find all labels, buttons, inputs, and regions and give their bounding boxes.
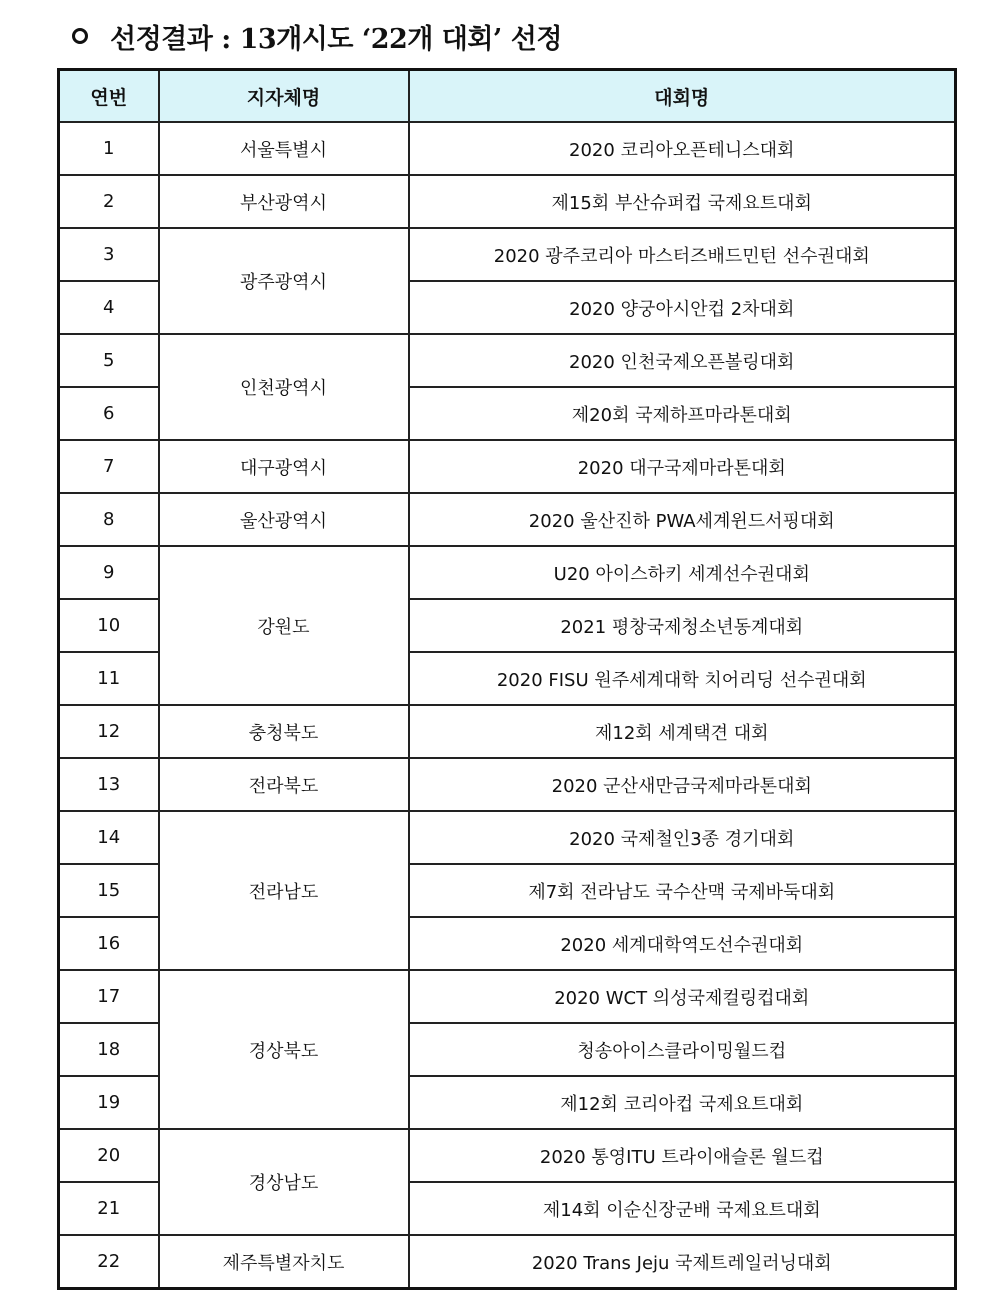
row-no: 10: [59, 599, 159, 652]
row-region: 서울특별시: [159, 122, 409, 175]
row-no: 19: [59, 1076, 159, 1129]
row-event: 제12회 코리아컵 국제요트대회: [409, 1076, 956, 1129]
row-region: 전라북도: [159, 758, 409, 811]
row-no: 2: [59, 175, 159, 228]
table-row: [59, 493, 956, 546]
row-event: 제7회 전라남도 국수산맥 국제바둑대회: [409, 864, 956, 917]
page-title: [66, 14, 562, 58]
row-no: 12: [59, 705, 159, 758]
row-no: 15: [59, 864, 159, 917]
table-row: [59, 546, 956, 599]
hollow-circle-bullet-icon: [72, 28, 88, 44]
page-title-text: 선정결과 : 13개시도 ‘22개 대회’ 선정: [110, 23, 562, 55]
row-no: 17: [59, 970, 159, 1023]
row-no: 16: [59, 917, 159, 970]
table-row: [59, 122, 956, 175]
row-event: 청송아이스클라이밍월드컵: [409, 1023, 956, 1076]
row-event: 제14회 이순신장군배 국제요트대회: [409, 1182, 956, 1235]
header-region: 지자체명: [159, 70, 409, 123]
table-row: [59, 440, 956, 493]
row-region: 대구광역시: [159, 440, 409, 493]
row-event: 2020 통영ITU 트라이애슬론 월드컵: [409, 1129, 956, 1182]
row-no: 11: [59, 652, 159, 705]
row-region: 충청북도: [159, 705, 409, 758]
table-row: [59, 175, 956, 228]
table-row: [59, 1129, 956, 1182]
row-event: 2020 국제철인3종 경기대회: [409, 811, 956, 864]
row-no: 22: [59, 1235, 159, 1289]
row-event: 2020 코리아오픈테니스대회: [409, 122, 956, 175]
row-event: 2020 울산진하 PWA세계윈드서핑대회: [409, 493, 956, 546]
row-no: 4: [59, 281, 159, 334]
table-row: [59, 334, 956, 387]
row-event: 2020 FISU 원주세계대학 치어리딩 선수권대회: [409, 652, 956, 705]
row-no: 5: [59, 334, 159, 387]
row-no: 1: [59, 122, 159, 175]
table-row: [59, 228, 956, 281]
row-event: U20 아이스하키 세계선수권대회: [409, 546, 956, 599]
header-event: 대회명: [409, 70, 956, 123]
row-no: 8: [59, 493, 159, 546]
row-event: 2020 Trans Jeju 국제트레일러닝대회: [409, 1235, 956, 1289]
row-region: 강원도: [159, 546, 409, 705]
row-no: 21: [59, 1182, 159, 1235]
row-no: 7: [59, 440, 159, 493]
table-header-row: [59, 70, 956, 123]
row-no: 3: [59, 228, 159, 281]
row-region: 광주광역시: [159, 228, 409, 334]
row-event: 2021 평창국제청소년동계대회: [409, 599, 956, 652]
table-row: [59, 705, 956, 758]
row-region: 경상남도: [159, 1129, 409, 1235]
row-no: 6: [59, 387, 159, 440]
row-event: 제20회 국제하프마라톤대회: [409, 387, 956, 440]
row-region: 부산광역시: [159, 175, 409, 228]
selection-results-table: [57, 68, 957, 1290]
row-event: 2020 세계대학역도선수권대회: [409, 917, 956, 970]
row-event: 2020 양궁아시안컵 2차대회: [409, 281, 956, 334]
row-event: 제15회 부산슈퍼컵 국제요트대회: [409, 175, 956, 228]
row-event: 제12회 세계택견 대회: [409, 705, 956, 758]
table-row: [59, 811, 956, 864]
row-event: 2020 대구국제마라톤대회: [409, 440, 956, 493]
table-row: [59, 1235, 956, 1289]
table-row: [59, 758, 956, 811]
row-event: 2020 군산새만금국제마라톤대회: [409, 758, 956, 811]
row-event: 2020 WCT 의성국제컬링컵대회: [409, 970, 956, 1023]
table-body: [59, 122, 956, 1289]
row-region: 경상북도: [159, 970, 409, 1129]
row-no: 18: [59, 1023, 159, 1076]
row-region: 전라남도: [159, 811, 409, 970]
row-event: 2020 인천국제오픈볼링대회: [409, 334, 956, 387]
row-event: 2020 광주코리아 마스터즈배드민턴 선수권대회: [409, 228, 956, 281]
table-row: [59, 970, 956, 1023]
row-no: 13: [59, 758, 159, 811]
row-no: 14: [59, 811, 159, 864]
row-region: 울산광역시: [159, 493, 409, 546]
row-region: 인천광역시: [159, 334, 409, 440]
row-no: 9: [59, 546, 159, 599]
header-no: 연번: [59, 70, 159, 123]
row-no: 20: [59, 1129, 159, 1182]
row-region: 제주특별자치도: [159, 1235, 409, 1289]
